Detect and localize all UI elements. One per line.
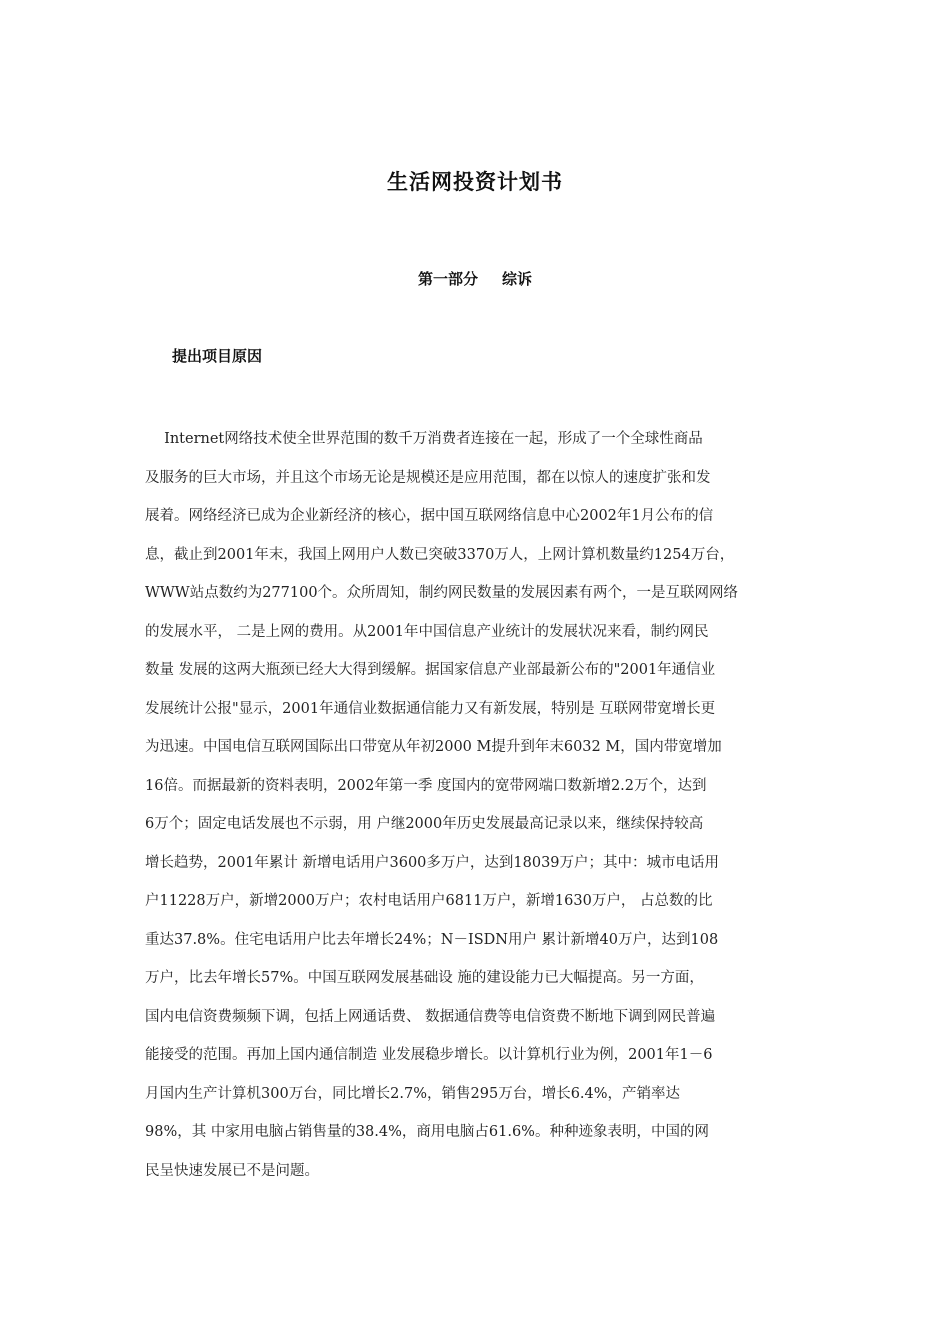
paragraph-line: 能接受的范围。再加上国内通信制造 业发展稳步增长。以计算机行业为例，2001年1－6 xyxy=(145,1047,713,1063)
part-name: 综诉 xyxy=(502,270,533,288)
paragraph-line: Internet网络技术使全世界范围的数千万消费者连接在一起，形成了一个全球性商品 xyxy=(145,431,703,447)
body-paragraph xyxy=(145,420,815,1190)
paragraph-line: 6万个；固定电话发展也不示弱，用 户继2000年历史发展最高记录以来，继续保持较高 xyxy=(145,816,704,832)
paragraph-line: 发展统计公报"显示，2001年通信业数据通信能力又有新发展，特别是 互联网带宽增长更 xyxy=(145,700,716,717)
paragraph-line: 万户，比去年增长57%。中国互联网发展基础设 施的建设能力已大幅提高。另一方面， xyxy=(145,970,704,986)
paragraph-line: 月国内生产计算机300万台，同比增长2.7%，销售295万台，增长6.4%，产销率达 xyxy=(145,1085,681,1102)
paragraph-line: 民呈快速发展已不是问题。 xyxy=(145,1162,319,1179)
paragraph-line: 为迅速。中国电信互联网国际出口带宽从年初2000 M提升到年末6032 M，国内带宽增加 xyxy=(145,739,722,755)
paragraph-line: 国内电信资费频频下调，包括上网通话费、 数据通信费等电信资费不断地下调到网民普遍 xyxy=(145,1008,716,1025)
paragraph-line: 的发展水平， 二是上网的费用。从2001年中国信息产业统计的发展状况来看，制约网民 xyxy=(145,623,709,640)
part-number: 第一部分 xyxy=(417,270,478,288)
paragraph-line: 户11228万户，新增2000万户；农村电话用户6811万户，新增1630万户， 占总数的比 xyxy=(145,893,713,909)
paragraph-line: 98%，其 中家用电脑占销售量的38.4%，商用电脑占61.6%。种种迹象表明，中国的网 xyxy=(145,1124,709,1140)
paragraph-line: 16倍。而据最新的资料表明，2002年第一季 度国内的宽带网端口数新增2.2万个，达到 xyxy=(145,777,707,794)
part-heading xyxy=(0,268,950,289)
paragraph-line: 及服务的巨大市场，并且这个市场无论是规模还是应用范围，都在以惊人的速度扩张和发 xyxy=(145,469,711,486)
paragraph-line: 增长趋势，2001年累计 新增电话用户3600多万户，达到18039万户；其中：城市电话用 xyxy=(145,854,720,871)
paragraph-line: WWW站点数约为277100个。众所周知，制约网民数量的发展因素有两个，一是互联网网络 xyxy=(145,585,739,601)
paragraph-line: 数量 发展的这两大瓶颈已经大大得到缓解。据国家信息产业部最新公布的"2001年通信业 xyxy=(145,662,716,678)
paragraph-line: 展着。网络经济已成为企业新经济的核心，据中国互联网络信息中心2002年1月公布的信 xyxy=(145,508,714,524)
paragraph-line: 息，截止到2001年末，我国上网用户人数已突破3370万人，上网计算机数量约1254万台， xyxy=(145,546,735,563)
document-title: 生活网投资计划书 xyxy=(387,170,563,194)
section-heading: 提出项目原因 xyxy=(172,347,263,365)
paragraph-line: 重达37.8%。住宅电话用户比去年增长24%；N－ISDN用户 累计新增40万户，达到108 xyxy=(145,931,719,948)
